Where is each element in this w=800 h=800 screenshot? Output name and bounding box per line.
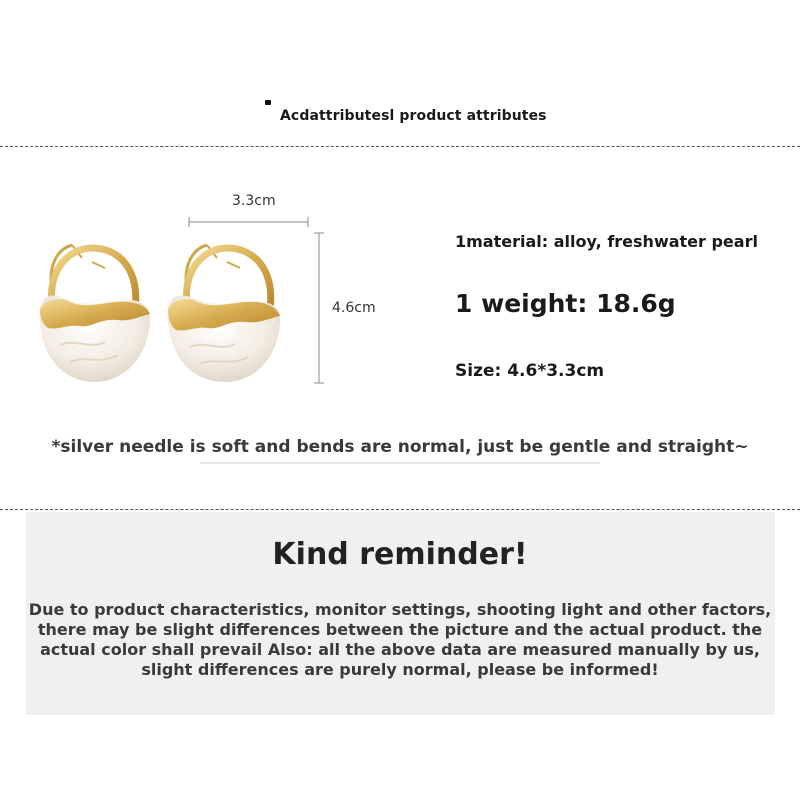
reminder-line: Due to product characteristics, monitor settings, shooting light and other factors,	[28, 600, 772, 619]
attribute-size: Size: 4.6*3.3cm	[455, 361, 605, 381]
divider-top	[0, 146, 800, 147]
reminder-title: Kind reminder!	[272, 537, 528, 572]
earring-left	[40, 245, 150, 382]
page-title: Acdattributesl product attributes	[280, 108, 547, 124]
header-marker	[265, 100, 271, 105]
height-dimension-line	[314, 233, 324, 383]
divider-bottom	[0, 509, 800, 510]
attribute-weight: 1 weight: 18.6g	[455, 289, 676, 318]
note-underline	[200, 462, 600, 464]
width-dimension-line	[189, 217, 308, 227]
earring-right	[168, 245, 280, 382]
care-note: *silver needle is soft and bends are normal, just be gentle and straight~	[51, 437, 749, 457]
reminder-body	[20, 600, 780, 680]
earrings-product-image	[0, 150, 440, 410]
width-label: 3.3cm	[232, 193, 276, 209]
reminder-line: actual color shall prevail Also: all the above data are measured manually by us,	[40, 640, 760, 659]
reminder-line: slight differences are purely normal, please be informed!	[141, 660, 659, 679]
reminder-line: there may be slight differences between the picture and the actual product. the	[37, 620, 763, 639]
height-label: 4.6cm	[332, 300, 376, 316]
attribute-material: 1material: alloy, freshwater pearl	[455, 232, 758, 251]
